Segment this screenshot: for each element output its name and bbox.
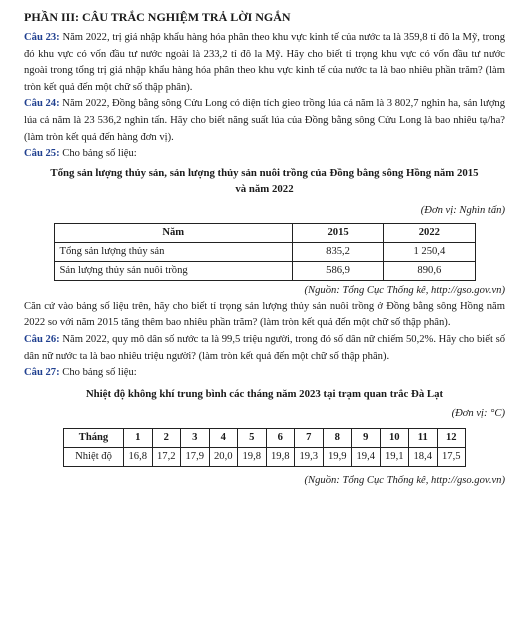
- table-cell: 586,9: [292, 261, 383, 280]
- header-cell: 4: [209, 428, 238, 447]
- section-title: PHẦN III: CÂU TRẮC NGHIỆM TRẢ LỜI NGẮN: [24, 10, 291, 24]
- header-cell: 2: [152, 428, 181, 447]
- table-cell: 19,1: [380, 447, 409, 466]
- table-cell: 19,3: [295, 447, 324, 466]
- table-1-title: [24, 165, 505, 197]
- table-cell: 17,5: [437, 447, 466, 466]
- table-row: [54, 261, 475, 280]
- table-cell: 16,8: [124, 447, 153, 466]
- header-cell: 2015: [292, 223, 383, 242]
- table-cell: 19,8: [266, 447, 295, 466]
- temperature-table: [63, 428, 466, 467]
- header-cell: 8: [323, 428, 352, 447]
- table-cell: 19,9: [323, 447, 352, 466]
- table-row: [54, 242, 475, 261]
- table-cell: 18,4: [409, 447, 438, 466]
- question-23: [24, 30, 505, 96]
- table-2-title: Nhiệt độ không khí trung bình các tháng năm 2023 tại trạm quan trắc Đà Lạt: [85, 387, 444, 400]
- question-27: [24, 365, 505, 382]
- question-24-text: Năm 2022, Đồng bằng sông Cửu Long có diện tích gieo trồng lúa cả năm là 3 802,7 nghìn ha, sản lượng lúa cả năm là 23 536,2 nghìn tấn. Hãy cho biết năng suất lúa của Đồng bằng sông Cửu Long là bao nhiêu tạ/ha? (làm tròn kết quả đến hàng đơn vị).: [24, 98, 506, 143]
- header-cell: 2022: [384, 223, 475, 242]
- question-23-text: Năm 2022, trị giá nhập khẩu hàng hóa phân theo khu vực kinh tế của nước ta là 359,8 tỉ đô la Mỹ, trong đó khu vực có vốn đầu tư nước ngoài là 233,2 tỉ đô la Mỹ. Hãy cho biết tỉ trọng khu vực có vốn đầu tư nước ngoài trong tổng trị giá nhập khẩu hàng hóa phân theo khu vực kinh tế của nước ta là bao nhiêu phần trăm? (làm tròn kết quả đến một chữ số thập phân).: [24, 32, 506, 93]
- table-header-row: [54, 223, 475, 242]
- table-header-row: [64, 428, 466, 447]
- header-cell: Năm: [54, 223, 292, 242]
- question-26: [24, 332, 505, 365]
- header-cell: 11: [409, 428, 438, 447]
- table-cell: 835,2: [292, 242, 383, 261]
- question-26-label: Câu 26:: [24, 333, 60, 345]
- question-27-label: Câu 27:: [24, 367, 60, 379]
- table-cell: 20,0: [209, 447, 238, 466]
- fishery-table: [54, 223, 476, 281]
- question-24-label: Câu 24:: [24, 98, 60, 110]
- table-2-source: (Nguồn: Tổng Cục Thống kê, http://gso.gov.vn): [304, 474, 505, 486]
- question-25-label: Câu 25:: [24, 148, 60, 160]
- table-row: [64, 447, 466, 466]
- header-cell: 9: [352, 428, 381, 447]
- question-24: [24, 96, 505, 146]
- header-cell: 3: [181, 428, 210, 447]
- table-cell: 890,6: [384, 261, 475, 280]
- table-cell: Sản lượng thủy sản nuôi trồng: [54, 261, 292, 280]
- question-26-text: Năm 2022, quy mô dân số nước ta là 99,5 triệu người, trong đó số dân nữ chiếm 50,2%. Hãy cho biết số dân nữ nước ta là bao nhiêu triệu người? (làm tròn kết quả đến một chữ số thập phân).: [24, 333, 505, 362]
- header-cell: Tháng: [64, 428, 124, 447]
- header-cell: 7: [295, 428, 324, 447]
- table-cell: 19,8: [238, 447, 267, 466]
- header-cell: 10: [380, 428, 409, 447]
- table-1-unit: (Đơn vị: Nghìn tấn): [420, 204, 505, 216]
- table-2-unit: (Đơn vị: °C): [451, 407, 505, 419]
- question-25-intro: Cho bảng số liệu:: [62, 148, 137, 160]
- table-cell: Nhiệt độ: [64, 447, 124, 466]
- table-1-title-line1: Tổng sản lượng thủy sản, sản lượng thủy sản nuôi trồng của Đồng bằng sông Hồng năm 2015: [50, 166, 479, 179]
- header-cell: 6: [266, 428, 295, 447]
- table-1-source: (Nguồn: Tổng Cục Thống kê, http://gso.gov.vn): [304, 284, 505, 296]
- table-cell: 17,2: [152, 447, 181, 466]
- table-1-title-line2: và năm 2022: [235, 182, 294, 195]
- table-cell: 17,9: [181, 447, 210, 466]
- question-27-intro: Cho bảng số liệu:: [62, 367, 137, 379]
- header-cell: 1: [124, 428, 153, 447]
- table-cell: Tổng sản lượng thủy sản: [54, 242, 292, 261]
- table-cell: 1 250,4: [384, 242, 475, 261]
- question-23-label: Câu 23:: [24, 32, 60, 43]
- header-cell: 12: [437, 428, 466, 447]
- table-cell: 19,4: [352, 447, 381, 466]
- header-cell: 5: [238, 428, 267, 447]
- question-25: [24, 146, 505, 163]
- question-25-text: Căn cứ vào bảng số liệu trên, hãy cho biết tỉ trọng sản lượng thủy sản nuôi trồng ở Đồng bằng sông Hồng năm 2022 so với năm 2015 tăng thêm bao nhiêu phần trăm? (làm tròn kết quả đến một chữ số thập phân).: [24, 300, 505, 329]
